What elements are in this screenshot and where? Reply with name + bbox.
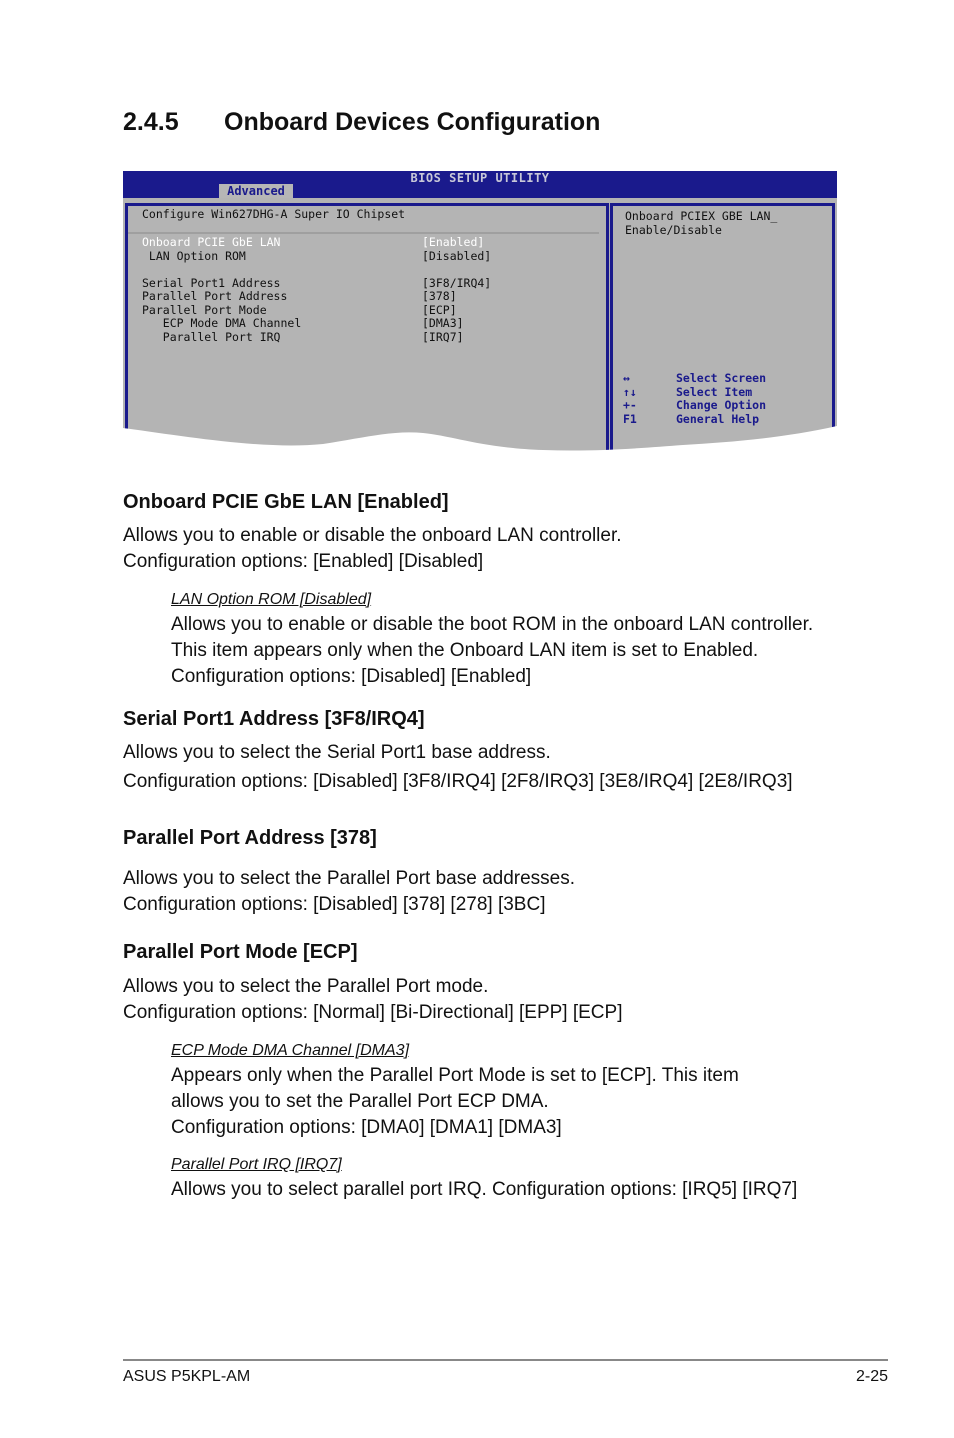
- bios-item-label[interactable]: ECP Mode DMA Channel: [142, 316, 302, 330]
- arrows-horizontal-icon: ↔: [623, 371, 630, 385]
- bios-item-label[interactable]: Parallel Port IRQ: [142, 330, 281, 344]
- paragraph: Allows you to enable or disable the boot ROM in the onboard LAN controller.: [171, 614, 814, 635]
- section-title: Onboard Devices Configuration: [224, 108, 601, 136]
- bios-key-action: General Help: [676, 412, 760, 426]
- bios-item-value[interactable]: [DMA3]: [422, 316, 464, 330]
- bios-item-value[interactable]: [Disabled]: [422, 249, 492, 263]
- bios-item-label[interactable]: Serial Port1 Address: [142, 276, 281, 290]
- footer-page-number: 2-25: [855, 1368, 888, 1385]
- heading-parallel-address: Parallel Port Address [378]: [123, 827, 377, 849]
- bios-tab-advanced[interactable]: Advanced: [219, 184, 293, 198]
- heading-parallel-mode: Parallel Port Mode [ECP]: [123, 941, 358, 963]
- bios-item-value[interactable]: [ECP]: [422, 303, 457, 317]
- heading-onboard-lan: Onboard PCIE GbE LAN [Enabled]: [123, 491, 449, 513]
- bios-help-line: Onboard PCIEX GBE LAN_: [625, 209, 778, 223]
- bios-body: [123, 198, 837, 457]
- paragraph: Configuration options: [Disabled] [3F8/IRQ4] [2F8/IRQ3] [3E8/IRQ4] [2E8/IRQ3]: [123, 771, 793, 792]
- f1-key-label: F1: [623, 412, 637, 426]
- paragraph: Configuration options: [Disabled] [Enabled]: [171, 666, 532, 687]
- plus-minus-icon: +-: [623, 398, 637, 412]
- paragraph: Appears only when the Parallel Port Mode is set to [ECP]. This item: [171, 1065, 739, 1086]
- subheading-parallel-irq: Parallel Port IRQ [IRQ7]: [171, 1156, 342, 1173]
- bios-panel-header: Configure Win627DHG-A Super IO Chipset: [142, 207, 406, 221]
- paragraph: Configuration options: [Normal] [Bi-Directional] [EPP] [ECP]: [123, 1002, 623, 1023]
- paragraph: Configuration options: [DMA0] [DMA1] [DMA3]: [171, 1117, 562, 1138]
- heading-serial-port: Serial Port1 Address [3F8/IRQ4]: [123, 708, 425, 730]
- footer-rule: [123, 1359, 888, 1361]
- paragraph: Configuration options: [Disabled] [378] [278] [3BC]: [123, 894, 546, 915]
- bios-item-label[interactable]: LAN Option ROM: [142, 249, 246, 263]
- bios-item-label[interactable]: Parallel Port Address: [142, 289, 288, 303]
- bios-title: BIOS SETUP UTILITY: [410, 171, 550, 185]
- bios-title-bar: [123, 171, 837, 198]
- paragraph: allows you to set the Parallel Port ECP DMA.: [171, 1091, 549, 1112]
- bios-screenshot: [123, 171, 837, 457]
- bios-item-label[interactable]: Parallel Port Mode: [142, 303, 267, 317]
- arrows-vertical-icon: ↑↓: [623, 385, 637, 399]
- bios-item-value[interactable]: [378]: [422, 289, 457, 303]
- paragraph: Allows you to select the Parallel Port base addresses.: [123, 868, 576, 889]
- bios-item-value[interactable]: [3F8/IRQ4]: [422, 276, 492, 290]
- bios-key-action: Select Screen: [676, 371, 767, 385]
- bios-item-value[interactable]: [IRQ7]: [422, 330, 464, 344]
- bios-key-action: Change Option: [676, 398, 767, 412]
- subheading-ecp-dma: ECP Mode DMA Channel [DMA3]: [171, 1042, 410, 1059]
- paragraph: Allows you to enable or disable the onboard LAN controller.: [123, 525, 622, 546]
- subheading-lan-option-rom: LAN Option ROM [Disabled]: [171, 591, 372, 608]
- paragraph: Allows you to select the Serial Port1 base address.: [123, 742, 551, 763]
- bios-item-value[interactable]: [Enabled]: [422, 235, 485, 249]
- paragraph: Allows you to select parallel port IRQ. Configuration options: [IRQ5] [IRQ7]: [171, 1179, 798, 1200]
- footer-product: ASUS P5KPL-AM: [123, 1368, 251, 1385]
- section-number: 2.4.5: [123, 108, 179, 136]
- bios-item-label[interactable]: Onboard PCIE GbE LAN: [142, 235, 281, 249]
- paragraph: This item appears only when the Onboard LAN item is set to Enabled.: [171, 640, 759, 661]
- bios-key-action: Select Item: [676, 385, 753, 399]
- paragraph: Allows you to select the Parallel Port mode.: [123, 976, 489, 997]
- paragraph: Configuration options: [Enabled] [Disabled]: [123, 551, 484, 572]
- bios-help-line: Enable/Disable: [625, 223, 722, 237]
